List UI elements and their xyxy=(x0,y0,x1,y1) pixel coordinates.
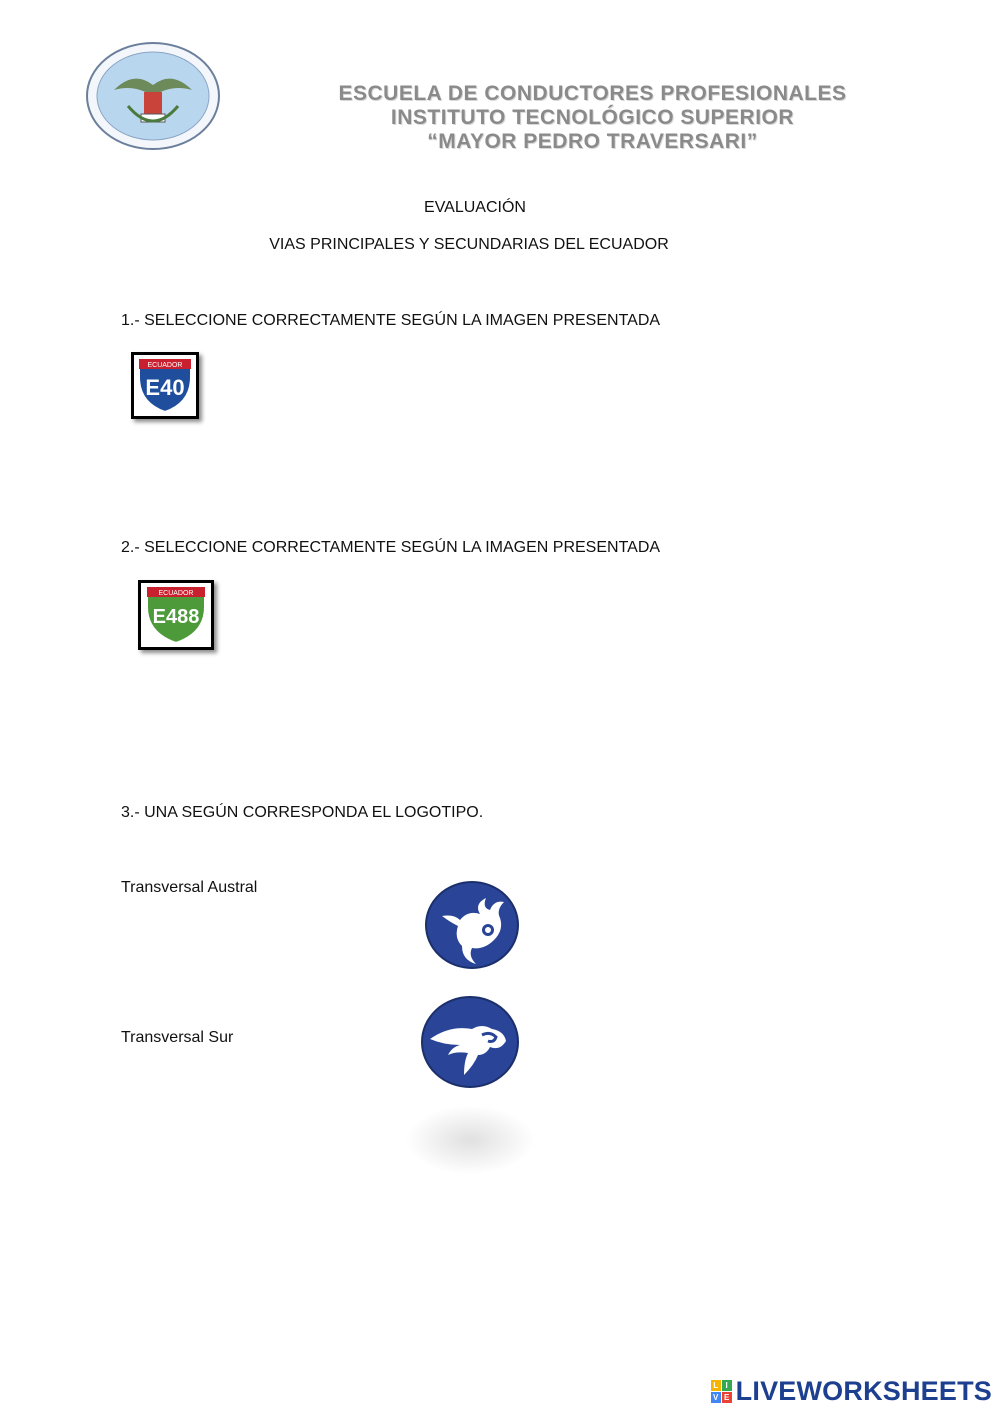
highway-sign-e40 xyxy=(131,352,199,419)
document-subtitle: VIAS PRINCIPALES Y SECUNDARIAS DEL ECUADOR xyxy=(269,236,669,253)
match-label-transversal-austral[interactable]: Transversal Austral xyxy=(121,879,258,896)
liveworksheets-logo-icon: L I V E xyxy=(711,1380,732,1403)
school-name-line-1: ESCUELA DE CONDUCTORES PROFESIONALES xyxy=(338,82,847,105)
logo-shadow xyxy=(405,1105,535,1175)
question-2-text: 2.- SELECCIONE CORRECTAMENTE SEGÚN LA IMAGEN PRESENTADA xyxy=(121,539,661,556)
brand-name: LIVEWORKSHEETS xyxy=(735,1376,992,1406)
match-label-transversal-sur[interactable]: Transversal Sur xyxy=(121,1029,234,1046)
sign-1-top-text: ECUADOR xyxy=(147,362,183,369)
liveworksheets-brand[interactable] xyxy=(711,1376,992,1407)
hummingbird-logo-icon[interactable] xyxy=(424,880,520,970)
question-1-text: 1.- SELECCIONE CORRECTAMENTE SEGÚN LA IMAGEN PRESENTADA xyxy=(121,312,661,329)
school-name-line-3: “MAYOR PEDRO TRAVERSARI” xyxy=(427,130,758,153)
sign-2-top-text: ECUADOR xyxy=(158,590,194,597)
sign-2-code: E488 xyxy=(152,606,200,628)
sign-1-code: E40 xyxy=(145,375,185,400)
highway-sign-e488 xyxy=(138,580,214,650)
question-3-text: 3.- UNA SEGÚN CORRESPONDA EL LOGOTIPO. xyxy=(121,804,484,821)
school-seal xyxy=(84,40,222,152)
bird-wave-logo-icon[interactable] xyxy=(420,995,520,1090)
school-name-line-2: INSTITUTO TECNOLÓGICO SUPERIOR xyxy=(390,106,795,129)
document-title: EVALUACIÓN xyxy=(424,199,526,216)
